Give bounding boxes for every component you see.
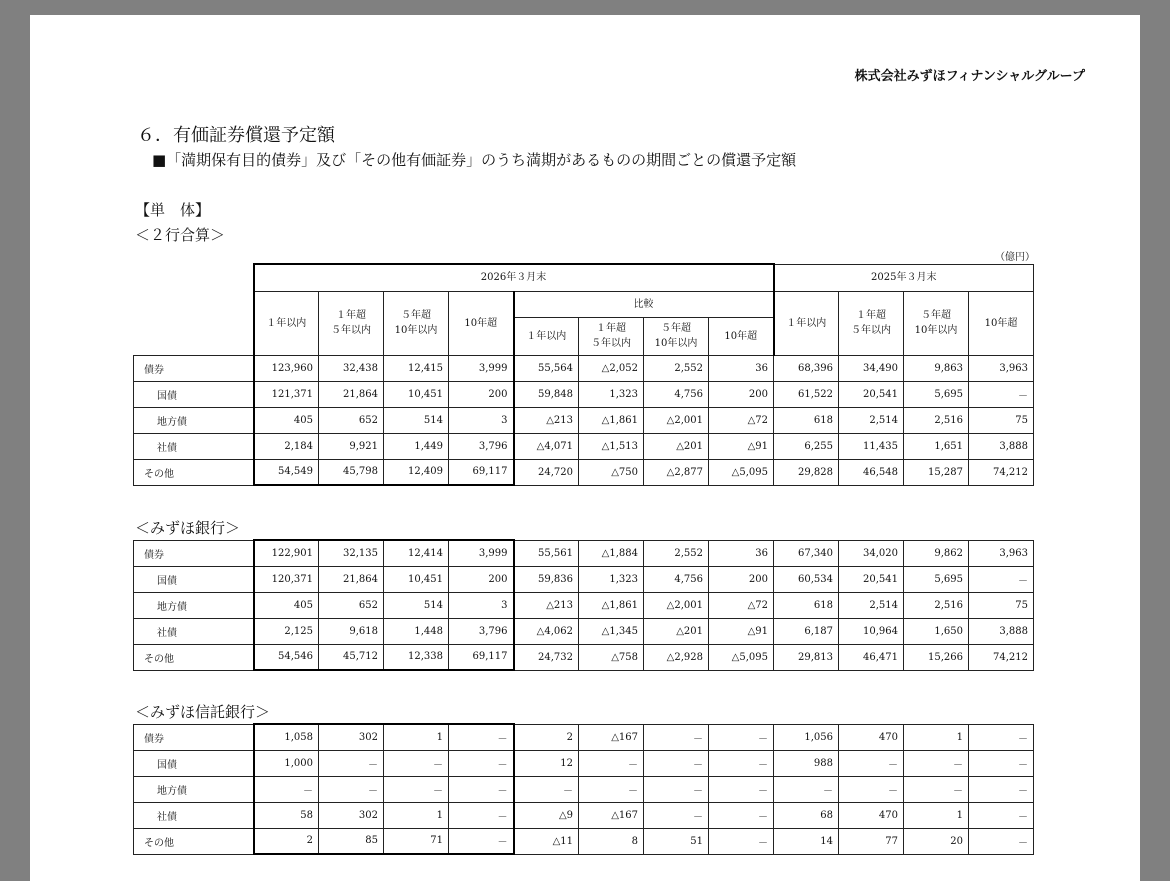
table-cell: 514 (384, 407, 449, 433)
table-cell: － (709, 828, 774, 854)
unit-label: （億円） (995, 252, 1035, 263)
col-header: 10年超 (449, 291, 514, 355)
table-cell: 200 (709, 566, 774, 592)
table-cell: 121,371 (254, 381, 319, 407)
table-cell: － (644, 750, 709, 776)
table-cell: 11,435 (839, 433, 904, 459)
table-row (134, 566, 1034, 592)
table-cell: 2,514 (839, 407, 904, 433)
table-cell: － (254, 776, 319, 802)
table-cell: 45,712 (319, 644, 384, 670)
header-2026: 2026年３月末 (254, 264, 774, 291)
table-row (134, 355, 1034, 381)
table-cell: 21,864 (319, 381, 384, 407)
table-cell: △91 (709, 433, 774, 459)
table-cell: 10,451 (384, 566, 449, 592)
header-compare: 比較 (514, 291, 774, 317)
table-cell: 1,000 (254, 750, 319, 776)
table-cell: 34,020 (839, 540, 904, 566)
table-cell: 12,414 (384, 540, 449, 566)
table-cell: 3,999 (449, 540, 514, 566)
table-cell: － (319, 776, 384, 802)
table-row (134, 433, 1034, 459)
table-cell: － (709, 724, 774, 750)
col-header: 10年超 (969, 291, 1034, 355)
col-header: １年超 ５年以内 (839, 291, 904, 355)
table-cell: △758 (579, 644, 644, 670)
table-cell: － (449, 750, 514, 776)
page-title: ６．有価証券償還予定額 (137, 125, 335, 146)
table-cell: 3 (449, 592, 514, 618)
table-cell: △72 (709, 407, 774, 433)
table-row (134, 828, 1034, 854)
table-cell: 200 (709, 381, 774, 407)
table-cell: 3,888 (969, 433, 1034, 459)
table-cell: △9 (514, 802, 579, 828)
table-cell: 1 (904, 802, 969, 828)
table-cell: － (969, 724, 1034, 750)
table-cell: 55,561 (514, 540, 579, 566)
table-cell: 3,796 (449, 618, 514, 644)
table-cell: 24,732 (514, 644, 579, 670)
table-cell: 24,720 (514, 459, 579, 485)
table-cell: － (969, 828, 1034, 854)
table-cell: 2,514 (839, 592, 904, 618)
table-cell: 59,848 (514, 381, 579, 407)
table-cell: 74,212 (969, 459, 1034, 485)
table-cell: 9,921 (319, 433, 384, 459)
table-cell: － (579, 776, 644, 802)
table-cell: 12,409 (384, 459, 449, 485)
table-cell: 8 (579, 828, 644, 854)
table-row (134, 592, 1034, 618)
row-label: 地方債 (134, 407, 254, 433)
row-label: 債券 (134, 724, 254, 750)
section-heading-mizuho-trust: ＜みずほ信託銀行＞ (135, 703, 271, 721)
table-cell: 3,796 (449, 433, 514, 459)
table-cell: 3 (449, 407, 514, 433)
table-cell: 3,888 (969, 618, 1034, 644)
table-cell: － (709, 802, 774, 828)
table-row (134, 802, 1034, 828)
table-cell: － (644, 802, 709, 828)
table-cell: 14 (774, 828, 839, 854)
table-cell: 618 (774, 592, 839, 618)
table-cell: 75 (969, 592, 1034, 618)
col-header: １年超 ５年以内 (319, 291, 384, 355)
table-cell: 10,964 (839, 618, 904, 644)
table-cell: － (449, 724, 514, 750)
table-cell: 12,415 (384, 355, 449, 381)
document-page (30, 15, 1140, 881)
table-cell: 470 (839, 724, 904, 750)
table-cell: △4,071 (514, 433, 579, 459)
table-row (134, 407, 1034, 433)
redemption-table-mizuho-trust (133, 723, 1034, 855)
row-label: 社債 (134, 802, 254, 828)
table-cell: 200 (449, 381, 514, 407)
table-cell: 74,212 (969, 644, 1034, 670)
row-label: 地方債 (134, 776, 254, 802)
redemption-table-combined (133, 263, 1034, 486)
table-cell: 6,187 (774, 618, 839, 644)
table-cell: △167 (579, 724, 644, 750)
table-cell: － (449, 802, 514, 828)
row-label: 社債 (134, 618, 254, 644)
row-label: その他 (134, 828, 254, 854)
table-cell: 3,963 (969, 355, 1034, 381)
table-cell: △201 (644, 433, 709, 459)
page-subtitle: ■「満期保有目的債券」及び「その他有価証券」のうち満期があるものの期間ごとの償還予定額 (152, 151, 797, 169)
table-cell: 1 (904, 724, 969, 750)
table-cell: 302 (319, 724, 384, 750)
row-label: 債券 (134, 540, 254, 566)
table-cell: 10,451 (384, 381, 449, 407)
col-header: １年以内 (514, 317, 579, 355)
table-cell: 58 (254, 802, 319, 828)
header-2025: 2025年３月末 (774, 264, 1034, 291)
table-cell: 32,438 (319, 355, 384, 381)
table-cell: － (969, 566, 1034, 592)
table-cell: 470 (839, 802, 904, 828)
table-cell: △91 (709, 618, 774, 644)
table-cell: － (839, 750, 904, 776)
table-cell: － (514, 776, 579, 802)
table-cell: 1,449 (384, 433, 449, 459)
table-cell: △750 (579, 459, 644, 485)
section-heading-combined: ＜２行合算＞ (135, 226, 226, 244)
table-cell: 12 (514, 750, 579, 776)
table-cell: 15,287 (904, 459, 969, 485)
table-cell: 12,338 (384, 644, 449, 670)
table-cell: 67,340 (774, 540, 839, 566)
table-row (134, 618, 1034, 644)
table-cell: 652 (319, 407, 384, 433)
table-cell: － (969, 802, 1034, 828)
col-header: 10年超 (709, 317, 774, 355)
table-cell: 29,828 (774, 459, 839, 485)
table-row (134, 459, 1034, 485)
table-row (134, 750, 1034, 776)
table-cell: 34,490 (839, 355, 904, 381)
table-cell: － (904, 750, 969, 776)
table-cell: 3,999 (449, 355, 514, 381)
table-row (134, 540, 1034, 566)
table-cell: － (449, 828, 514, 854)
company-name: 株式会社みずほフィナンシャルグループ (854, 69, 1085, 84)
table-row (134, 724, 1034, 750)
table-cell: － (904, 776, 969, 802)
table-cell: △72 (709, 592, 774, 618)
table-cell: 200 (449, 566, 514, 592)
table-cell: 68,396 (774, 355, 839, 381)
table-cell: 1 (384, 724, 449, 750)
table-cell: △1,513 (579, 433, 644, 459)
table-cell: 405 (254, 592, 319, 618)
table-cell: 29,813 (774, 644, 839, 670)
table-cell: △5,095 (709, 459, 774, 485)
table-cell: 2,516 (904, 592, 969, 618)
table-cell: － (384, 750, 449, 776)
table-cell: △2,877 (644, 459, 709, 485)
col-header: ５年超 10年以内 (384, 291, 449, 355)
table-cell: － (644, 776, 709, 802)
table-cell: 2 (514, 724, 579, 750)
col-header: １年超 ５年以内 (579, 317, 644, 355)
table-cell: 21,864 (319, 566, 384, 592)
table-cell: 1 (384, 802, 449, 828)
row-label: 債券 (134, 355, 254, 381)
table-cell: 5,695 (904, 381, 969, 407)
table-row (134, 644, 1034, 670)
table-cell: △2,001 (644, 592, 709, 618)
table-cell: 3,963 (969, 540, 1034, 566)
table-cell: － (319, 750, 384, 776)
table-cell: 122,901 (254, 540, 319, 566)
table-cell: 9,618 (319, 618, 384, 644)
table-cell: 4,756 (644, 566, 709, 592)
table-cell: 20 (904, 828, 969, 854)
table-cell: △213 (514, 592, 579, 618)
table-cell: 2,516 (904, 407, 969, 433)
table-cell: 405 (254, 407, 319, 433)
table-cell: 2,184 (254, 433, 319, 459)
table-cell: － (969, 776, 1034, 802)
section-heading-standalone: 【単 体】 (135, 201, 211, 219)
table-cell: － (579, 750, 644, 776)
table-cell: 46,548 (839, 459, 904, 485)
table-cell: 36 (709, 355, 774, 381)
table-cell: 69,117 (449, 644, 514, 670)
table-row (134, 381, 1034, 407)
table-cell: 4,756 (644, 381, 709, 407)
table-cell: △1,861 (579, 592, 644, 618)
table-cell: 1,058 (254, 724, 319, 750)
col-header: １年以内 (254, 291, 319, 355)
table-cell: － (969, 381, 1034, 407)
table-cell: 9,863 (904, 355, 969, 381)
table-cell: － (449, 776, 514, 802)
table-cell: 1,056 (774, 724, 839, 750)
row-label: 地方債 (134, 592, 254, 618)
table-cell: － (774, 776, 839, 802)
table-cell: △1,884 (579, 540, 644, 566)
table-cell: △167 (579, 802, 644, 828)
table-row (134, 776, 1034, 802)
table-cell: 302 (319, 802, 384, 828)
table-cell: △2,052 (579, 355, 644, 381)
col-header: ５年超 10年以内 (644, 317, 709, 355)
section-heading-mizuho-bank: ＜みずほ銀行＞ (135, 519, 241, 537)
redemption-table-mizuho-bank (133, 539, 1034, 671)
table-cell: － (709, 776, 774, 802)
table-cell: 15,266 (904, 644, 969, 670)
table-cell: 652 (319, 592, 384, 618)
table-cell: 6,255 (774, 433, 839, 459)
table-cell: 988 (774, 750, 839, 776)
row-label: その他 (134, 644, 254, 670)
table-cell: △2,928 (644, 644, 709, 670)
table-cell: 61,522 (774, 381, 839, 407)
table-cell: 45,798 (319, 459, 384, 485)
table-cell: △1,861 (579, 407, 644, 433)
table-cell: 123,960 (254, 355, 319, 381)
table-cell: 1,323 (579, 566, 644, 592)
table-cell: 71 (384, 828, 449, 854)
table-cell: 77 (839, 828, 904, 854)
table-cell: 2,552 (644, 540, 709, 566)
table-cell: 5,695 (904, 566, 969, 592)
table-cell: 1,323 (579, 381, 644, 407)
table-cell: 1,651 (904, 433, 969, 459)
row-label: 国債 (134, 381, 254, 407)
table-cell: △1,345 (579, 618, 644, 644)
table-cell: △4,062 (514, 618, 579, 644)
table-cell: 85 (319, 828, 384, 854)
table-cell: △213 (514, 407, 579, 433)
table-cell: 1,448 (384, 618, 449, 644)
table-cell: 2,125 (254, 618, 319, 644)
table-cell: △2,001 (644, 407, 709, 433)
table-cell: 75 (969, 407, 1034, 433)
table-cell: 51 (644, 828, 709, 854)
table-cell: 20,541 (839, 566, 904, 592)
table-cell: － (969, 750, 1034, 776)
table-cell: 1,650 (904, 618, 969, 644)
table-cell: 55,564 (514, 355, 579, 381)
table-cell: 36 (709, 540, 774, 566)
table-cell: 60,534 (774, 566, 839, 592)
col-header: ５年超 10年以内 (904, 291, 969, 355)
table-cell: 9,862 (904, 540, 969, 566)
table-cell: 120,371 (254, 566, 319, 592)
table-cell: △201 (644, 618, 709, 644)
table-cell: △5,095 (709, 644, 774, 670)
table-cell: 32,135 (319, 540, 384, 566)
table-cell: 2 (254, 828, 319, 854)
table-cell: 54,546 (254, 644, 319, 670)
table-cell: 59,836 (514, 566, 579, 592)
table-cell: － (644, 724, 709, 750)
col-header: １年以内 (774, 291, 839, 355)
table-cell: 69,117 (449, 459, 514, 485)
table-cell: 618 (774, 407, 839, 433)
table-cell: △11 (514, 828, 579, 854)
table-cell: － (709, 750, 774, 776)
table-cell: 54,549 (254, 459, 319, 485)
row-label: 国債 (134, 750, 254, 776)
table-cell: 68 (774, 802, 839, 828)
table-cell: 2,552 (644, 355, 709, 381)
table-cell: － (839, 776, 904, 802)
row-label: 社債 (134, 433, 254, 459)
row-label: 国債 (134, 566, 254, 592)
table-cell: 46,471 (839, 644, 904, 670)
table-cell: 20,541 (839, 381, 904, 407)
row-label: その他 (134, 459, 254, 485)
table-cell: － (384, 776, 449, 802)
table-cell: 514 (384, 592, 449, 618)
